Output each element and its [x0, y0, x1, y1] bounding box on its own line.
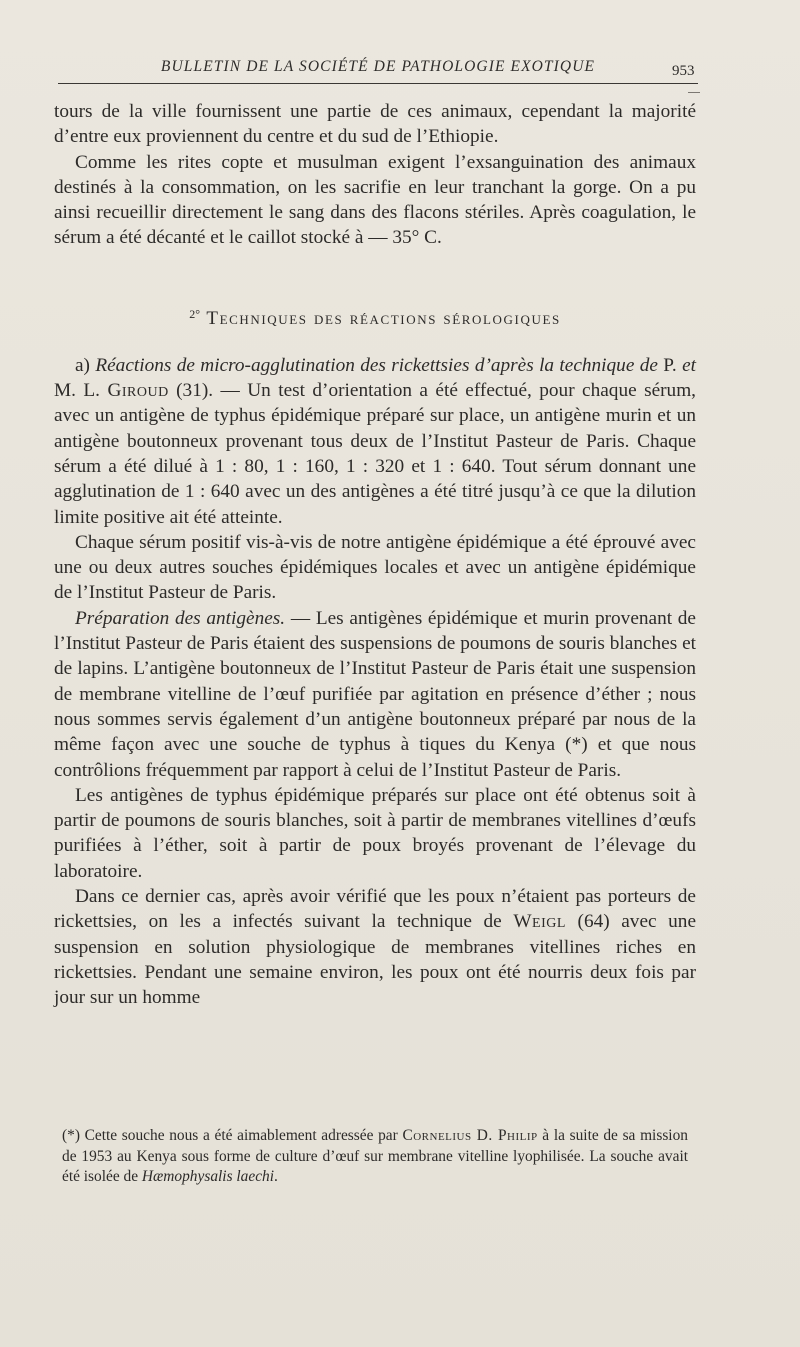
paragraph-7-start: Dans ce dernier cas, après avoir vérifié que les poux n’étaient pas porteurs de rickettsies, on les a infectés suivant la technique de: [54, 886, 696, 933]
article-body: [54, 99, 696, 1011]
subsection-title: Réactions de micro-agglutination des rickettsies d’après la technique de: [95, 354, 658, 376]
author-weigl: Weigl: [513, 911, 566, 933]
footnote-species: Hæmophysalis laechi: [141, 1168, 275, 1186]
header-rule: [58, 83, 698, 84]
paragraph-5: [54, 606, 696, 783]
footnote-start: (*) Cette souche nous a été aimablement adressée par: [62, 1127, 398, 1144]
header-rule-end: [688, 92, 700, 93]
author-giroud: Giroud: [107, 380, 169, 402]
author-conjunction: et: [682, 354, 696, 376]
paragraph-7: [54, 884, 696, 1010]
footnote: [62, 1126, 688, 1188]
subsection-letter: a): [75, 354, 90, 376]
paragraph-7-text: (64) avec une suspension en solution physiologique de membranes vitellines riches en rickettsies. Pendant une semaine environ, les poux ont été nourris deux fois par jour sur un homme: [54, 911, 697, 1009]
antigen-preparation-heading: Préparation des antigènes.: [75, 607, 286, 629]
footnote-end: .: [274, 1168, 278, 1186]
author-initial-p: P.: [663, 354, 677, 376]
section-title: Techniques des réactions sérologiques: [206, 307, 561, 329]
paragraph-4: Chaque sérum positif vis-à-vis de notre antigène épidémique a été éprouvé avec une ou deux autres souches épidémiques locales et avec un antigène épidémique de l’Institut Pasteur de Paris.: [54, 531, 696, 604]
section-number: 2°: [189, 306, 200, 321]
paragraph-1: tours de la ville fournissent une partie de ces animaux, cependant la majorité d’entre eux proviennent du centre et du sud de l’Ethiopie.: [54, 101, 696, 148]
paragraph-3-text: (31). — Un test d’orientation a été effectué, pour chaque sérum, avec un antigène de typhus épidémique préparé sur place, un antigène murin et un antigène boutonneux provenant tous deux de l’Institut Pasteur de Paris. Chaque sérum a été dilué à 1 : 80, 1 : 160, 1 : 320 et 1 : 640. Tout sérum donnant une agglutination de 1 : 640 avec un des antigènes a été titré jusqu’à ce que la dilution limite positive ait été atteinte.: [54, 380, 697, 528]
paragraph-5-text: — Les antigènes épidémique et murin provenant de l’Institut Pasteur de Paris étaient des suspensions de poumons de souris blanches et de lapins. L’antigène boutonneux de l’Institut Pasteur de Paris était une suspension de membrane vitelline de l’œuf purifiée par agitation en présence d’éther ; nous nous sommes servis également d’un antigène boutonneux préparé par nous de la même façon avec une souche de typhus à tiques du Kenya (*) et que nous contrôlions fréquemment par rapport à celui de l’Institut Pasteur de Paris.: [54, 607, 696, 781]
page-number: 953: [672, 63, 695, 79]
author-initials-ml: M. L.: [54, 380, 100, 402]
paragraph-3: [54, 353, 696, 530]
footnote-author: Cornelius D. Philip: [402, 1127, 538, 1144]
footnote-middle: à la suite de sa mission de 1953 au Kenya sous forme de culture d’œuf sur membrane vitelline lyophilisée. La souche avait été isolée de: [62, 1127, 688, 1186]
paragraph-6: Les antigènes de typhus épidémique préparés sur place ont été obtenus soit à partir de poumons de souris blanches, soit à partir de membranes vitellines d’œufs purifiées à l’éther, soit à partir de poux broyés provenant de l’élevage du laboratoire.: [54, 784, 696, 882]
paragraph-2: Comme les rites copte et musulman exigent l’exsanguination des animaux destinés à la consommation, on les sacrifie en leur tranchant la gorge. On a pu ainsi recueillir directement le sang dans des flacons stériles. Après coagulation, le sérum a été décanté et le caillot stocké à — 35° C.: [54, 151, 696, 249]
footnote-text: [62, 1126, 688, 1188]
section-heading: [54, 301, 696, 332]
running-title: BULLETIN DE LA SOCIÉTÉ DE PATHOLOGIE EXOTIQUE: [160, 58, 596, 75]
